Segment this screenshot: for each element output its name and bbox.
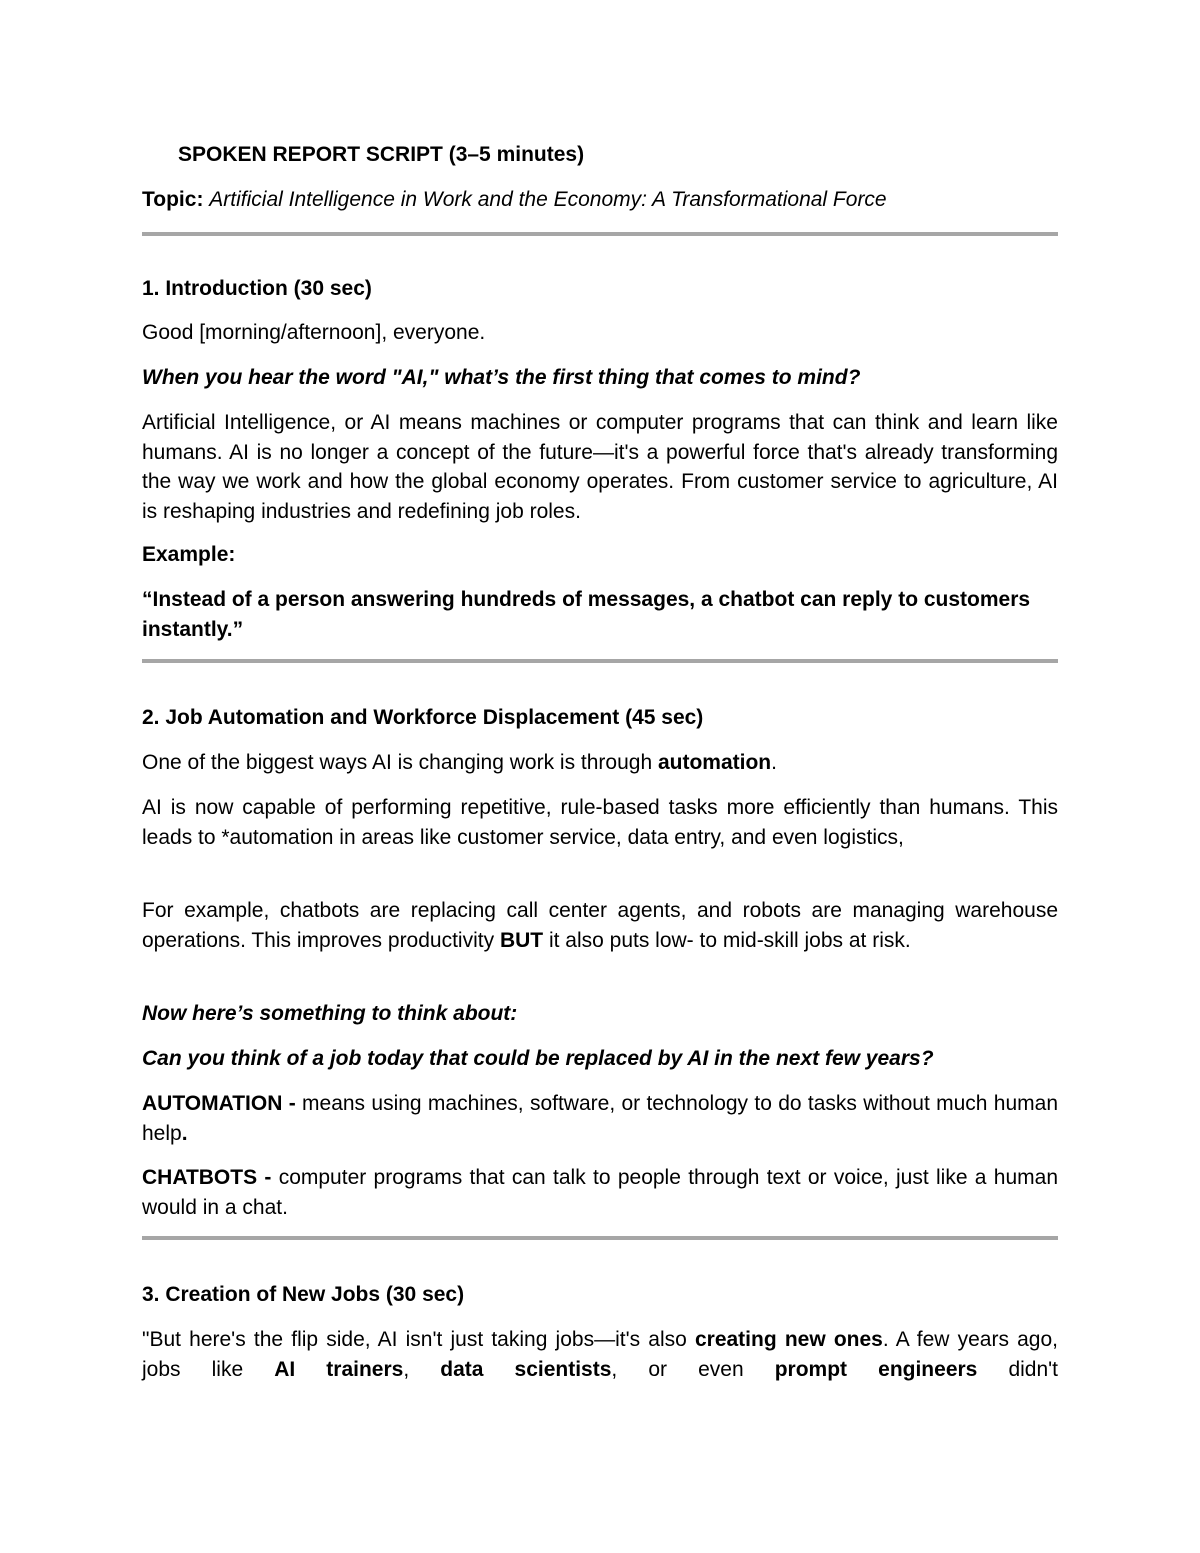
new-jobs-paragraph [142,1325,1058,1384]
document-title: SPOKEN REPORT SCRIPT (3–5 minutes) [178,143,585,166]
automation-definition [142,1089,1058,1148]
automation-intro-end: . [771,751,777,774]
ai-trainers-keyword: AI trainers [274,1357,404,1381]
data-scientists-keyword: data scientists [440,1357,612,1381]
example-paragraph-text: For example, chatbots are replacing call center agents, and robots are managing warehouse operations. This improves productivity [142,899,1058,952]
think-question: Can you think of a job today that could be replaced by AI in the next few years? [142,1047,934,1070]
new-jobs-text-5: didn't [977,1357,1058,1381]
prompt-engineers-keyword: prompt engineers [774,1357,978,1381]
divider [142,232,1058,236]
section-1-heading: 1. Introduction (30 sec) [142,277,372,300]
divider [142,659,1058,663]
automation-paragraph: AI is now capable of performing repetitive, rule-based tasks more efficiently than humans. This leads to *automation in areas like customer service, data entry, and even logistics, [142,796,1058,849]
example-label: Example: [142,543,236,566]
new-jobs-text-2: . A few years ago, jobs like [142,1328,1058,1381]
greeting-text: Good [morning/afternoon], everyone. [142,321,486,344]
new-jobs-text-4: , or even [611,1357,775,1381]
but-keyword: BUT [499,928,544,952]
automation-intro-text: One of the biggest ways AI is changing work is through [142,751,658,774]
example-paragraph-end: it also puts low- to mid-skill jobs at risk. [543,928,911,952]
chatbots-def-text: computer programs that can talk to people through text or voice, just like a human would in a chat. [142,1166,1058,1219]
section-2-heading: 2. Job Automation and Workforce Displacement (45 sec) [142,706,704,729]
topic-label: Topic: [142,188,204,211]
automation-keyword: automation [657,751,772,774]
creating-new-ones-keyword: creating new ones [694,1328,883,1351]
chatbots-definition [142,1163,1058,1222]
topic-line [142,188,887,212]
divider [142,1236,1058,1240]
example-paragraph [142,896,1058,955]
automation-term: AUTOMATION - [142,1092,296,1115]
new-jobs-text-3: , [403,1357,441,1381]
automation-def-end: . [181,1121,188,1145]
section-3-heading: 3. Creation of New Jobs (30 sec) [142,1283,465,1306]
chatbots-term: CHATBOTS - [142,1166,272,1189]
new-jobs-text-1: "But here's the flip side, AI isn't just taking jobs—it's also [142,1328,695,1351]
intro-paragraph: Artificial Intelligence, or AI means machines or computer programs that can think and learn like humans. AI is no longer a concept of the future—it's a powerful force that's already transforming the way we work and how the global economy operates. From customer service to agriculture, AI is reshaping industries and redefining job roles. [142,411,1058,523]
think-prompt: Now here’s something to think about: [142,1002,518,1025]
intro-question: When you hear the word "AI," what’s the first thing that comes to mind? [142,366,861,389]
topic-value: Artificial Intelligence in Work and the Economy: A Transformational Force [209,188,887,211]
automation-intro [142,748,1058,778]
automation-def-text: means using machines, software, or technology to do tasks without much human help [142,1092,1058,1145]
example-quote: “Instead of a person answering hundreds of messages, a chatbot can reply to customers instantly.” [142,588,1031,641]
